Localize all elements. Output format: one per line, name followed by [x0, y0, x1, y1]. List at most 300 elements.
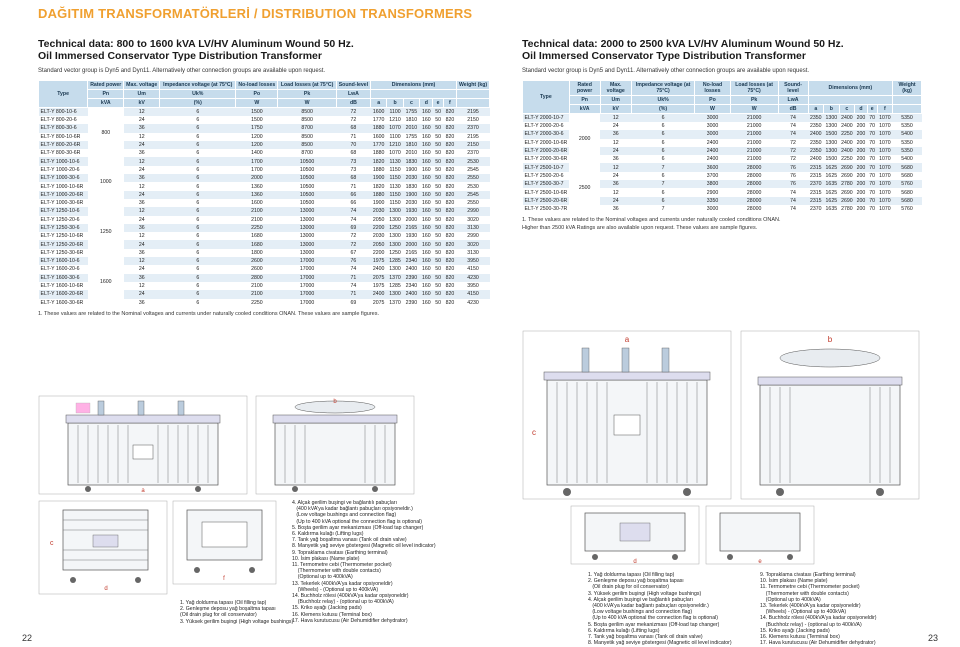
value-cell: 50 [433, 249, 443, 257]
svg-text:e: e [758, 559, 762, 565]
value-cell: 1830 [403, 182, 419, 190]
value-cell: 1300 [387, 207, 403, 215]
type-cell: ELT-Y 2000-10-7 [523, 114, 570, 123]
dim-a: a [371, 99, 387, 108]
value-cell: 50 [433, 133, 443, 141]
type-cell: ELT-Y 1600-20-6 [39, 265, 88, 273]
value-cell: 1755 [403, 108, 419, 117]
value-cell: 36 [600, 130, 631, 138]
value-cell: 12 [600, 139, 631, 147]
value-cell: 76 [336, 257, 370, 265]
sym-uk: Uk% [160, 90, 236, 99]
r-unit-kv: kV [600, 105, 631, 114]
value-cell: 200 [856, 189, 866, 196]
value-cell: 1600 [371, 108, 387, 117]
value-cell: 1200 [236, 133, 278, 141]
unit-w1: W [236, 99, 278, 108]
value-cell: 820 [443, 166, 456, 174]
legend-line: 3. Yüksek gerilim buşingi (High voltage bushings) [588, 590, 702, 597]
value-cell: 50 [433, 174, 443, 182]
value-cell: 2390 [403, 299, 419, 307]
value-cell: 68 [336, 149, 370, 157]
value-cell: 2400 [841, 148, 853, 155]
value-cell: 74 [778, 197, 808, 205]
right-standard-text: Standard vector group is Dyn5 and Dyn11. Alternatively other connection groups are available upon request. [522, 68, 810, 74]
left-note: 1. These values are related to the Nominal voltages and currents under naturally cooled conditions ONAN. These values are sample figures. [38, 310, 379, 317]
value-cell: 2200 [371, 249, 387, 257]
legend-line: (Up to 400 kVA optional the connection flag is optional) [588, 615, 718, 622]
value-cell: 13000 [278, 240, 337, 248]
value-cell: 2030 [371, 207, 387, 215]
value-cell: 160 [420, 141, 433, 149]
type-cell: ELT-Y 1600-30-6 [39, 274, 88, 282]
value-cell: 70 [336, 141, 370, 149]
value-cell: 24 [600, 172, 631, 180]
value-cell: 70 [869, 123, 876, 130]
col-wt: Weight (kg) [457, 81, 490, 90]
value-cell: 70 [869, 131, 876, 138]
value-cell: 6 [160, 299, 236, 307]
value-cell: 10500 [278, 191, 337, 199]
value-cell: 2370 [810, 206, 822, 213]
value-cell: 1285 [387, 282, 403, 290]
value-cell: 6 [160, 216, 236, 224]
dim-b: b [387, 99, 403, 108]
value-cell: 2400 [841, 123, 853, 130]
value-cell: 72 [778, 155, 808, 163]
legend-line: 15. Kriko ayağı (Jacking pads) [760, 627, 830, 634]
value-cell: 1680 [236, 240, 278, 248]
value-cell: 2250 [236, 299, 278, 307]
legend-line: 11. Termometre cebi (Thermometer pocket) [760, 584, 860, 591]
value-cell: 12 [600, 163, 631, 171]
value-cell: 820 [443, 265, 456, 273]
value-cell: 6 [631, 155, 694, 163]
r-col-maxv: Max. voltage [600, 81, 631, 96]
value-cell: 2075 [371, 274, 387, 282]
value-cell: 1820 [371, 182, 387, 190]
table-row [39, 257, 490, 265]
value-cell: 1070 [879, 172, 891, 179]
value-cell: 1300 [387, 290, 403, 298]
value-cell: 2400 [695, 147, 731, 155]
value-cell: 2250 [236, 224, 278, 232]
value-cell: 160 [420, 274, 433, 282]
left-legend-1-line: (Oil drain plug for oil conservator) [180, 612, 257, 619]
value-cell: 74 [336, 282, 370, 290]
r-sym-um: Um [600, 96, 631, 105]
value-cell: 1900 [371, 174, 387, 182]
legend-line: (Low voltage bushings and connection flag) [292, 512, 397, 519]
type-cell: ELT-Y 1000-30-6 [39, 174, 88, 182]
value-cell: 24 [600, 147, 631, 155]
value-cell: 1880 [371, 149, 387, 157]
svg-text:b: b [333, 399, 337, 405]
value-cell: 160 [420, 108, 433, 117]
value-cell: 6 [160, 265, 236, 273]
value-cell: 1930 [403, 207, 419, 215]
r-dim-b: b [824, 105, 840, 114]
value-cell: 2010 [403, 149, 419, 157]
value-cell: 6 [160, 182, 236, 190]
left-transformer-top-view [38, 500, 168, 595]
value-cell: 74 [778, 188, 808, 196]
value-cell: 6 [160, 290, 236, 298]
value-cell: 3600 [695, 163, 731, 171]
value-cell: 10500 [278, 166, 337, 174]
r-col-ll: Load losses (at 75°C) [730, 81, 778, 96]
value-cell: 6 [160, 257, 236, 265]
value-cell: 2400 [810, 156, 822, 163]
legend-line: 9. Topraklama civatası (Earthing terminal) [760, 572, 856, 578]
value-cell: 74 [336, 207, 370, 215]
value-cell: 2370 [457, 149, 490, 157]
value-cell: 2100 [236, 216, 278, 224]
r-col-dim: Dimensions (mm) [808, 81, 893, 96]
value-cell: 6 [160, 249, 236, 257]
value-cell: 72 [336, 116, 370, 124]
value-cell: 6 [160, 157, 236, 165]
value-cell: 5760 [893, 205, 922, 213]
legend-line: 17. Hava kurutucusu (Air Dehumidifier dehydrator) [292, 617, 408, 624]
legend-line: (Thermometer with double contacts) [292, 568, 381, 575]
type-cell: ELT-Y 2500-10-6R [524, 189, 568, 196]
value-cell: 1070 [879, 115, 891, 121]
value-cell: 200 [856, 115, 866, 121]
legend-line: 9. Topraklama civatası (Earthing terminal) [292, 549, 388, 556]
value-cell: 70 [869, 139, 876, 146]
value-cell: 2350 [810, 115, 822, 121]
type-cell: ELT-Y 1250-30-6R [39, 249, 88, 257]
value-cell: 5680 [893, 163, 922, 171]
value-cell: 2340 [403, 257, 419, 265]
value-cell: 160 [420, 265, 433, 273]
value-cell: 1300 [387, 265, 403, 273]
value-cell: 2545 [457, 191, 490, 199]
value-cell: 820 [443, 299, 456, 307]
value-cell: 200 [856, 181, 866, 188]
value-cell: 4230 [457, 274, 490, 282]
value-cell: 6 [160, 166, 236, 174]
value-cell: 2800 [236, 274, 278, 282]
left-page [38, 38, 490, 318]
table-row [39, 207, 490, 215]
legend-line: 13. Tekerlek (400kVA'ya kadar opsiyoneldir) [292, 580, 393, 587]
value-cell: 50 [433, 240, 443, 248]
value-cell: 8500 [278, 133, 337, 141]
rated-power-cell: 1600 [88, 257, 124, 307]
value-cell: 12 [124, 257, 160, 265]
value-cell: 3020 [457, 216, 490, 224]
value-cell: 200 [856, 131, 866, 138]
value-cell: 1285 [387, 257, 403, 265]
value-cell: 2250 [841, 131, 853, 138]
value-cell: 820 [443, 149, 456, 157]
value-cell: 2195 [457, 133, 490, 141]
value-cell: 70 [869, 181, 876, 188]
value-cell: 2340 [403, 282, 419, 290]
value-cell: 36 [124, 274, 160, 282]
value-cell: 1300 [825, 123, 838, 130]
value-cell: 1625 [825, 197, 838, 204]
legend-line: 4. Alçak gerilim buşingi ve bağlantılı pabuçları [588, 596, 693, 603]
value-cell: 2600 [236, 265, 278, 273]
rated-power-cell: 1000 [88, 157, 124, 207]
table-row [523, 163, 922, 171]
unit-kva: kVA [88, 99, 124, 108]
value-cell: 21000 [730, 155, 778, 163]
value-cell: 2690 [841, 197, 853, 204]
value-cell: 160 [420, 199, 433, 207]
value-cell: 12 [124, 207, 160, 215]
value-cell: 2990 [457, 232, 490, 240]
value-cell: 24 [124, 290, 160, 298]
sym-lwa: LwA [336, 90, 370, 99]
value-cell: 1975 [371, 282, 387, 290]
r-dim-e: e [867, 105, 877, 114]
value-cell: 50 [433, 182, 443, 190]
value-cell: 1900 [403, 191, 419, 199]
value-cell: 74 [778, 114, 808, 123]
value-cell: 160 [420, 232, 433, 240]
value-cell: 1070 [387, 149, 403, 157]
value-cell: 6 [160, 174, 236, 182]
value-cell: 2350 [810, 148, 822, 155]
value-cell: 2195 [457, 108, 490, 117]
value-cell: 1070 [879, 148, 891, 155]
legend-line: 1. Yağ doldurma tapası (Oil filling tap) [588, 572, 675, 578]
value-cell: 70 [869, 115, 876, 121]
value-cell: 1070 [879, 181, 891, 188]
r-unit-w1: W [695, 105, 731, 114]
value-cell: 70 [869, 189, 876, 196]
value-cell: 50 [433, 124, 443, 132]
dim-f: f [443, 99, 456, 108]
value-cell: 76 [778, 180, 808, 188]
value-cell: 160 [420, 149, 433, 157]
value-cell: 2400 [403, 290, 419, 298]
value-cell: 6 [631, 172, 694, 180]
right-page [522, 38, 922, 232]
value-cell: 70 [869, 172, 876, 179]
value-cell: 160 [420, 299, 433, 307]
value-cell: 6 [631, 139, 694, 147]
value-cell: 70 [869, 206, 876, 213]
value-cell: 66 [336, 191, 370, 199]
value-cell: 3000 [695, 122, 731, 130]
dim-c: c [403, 99, 419, 108]
value-cell: 66 [336, 199, 370, 207]
legend-line: 16. Klemens kutusu (Terminal box) [292, 611, 372, 618]
value-cell: 5680 [893, 172, 922, 180]
value-cell: 3130 [457, 224, 490, 232]
value-cell: 5350 [893, 147, 922, 155]
value-cell: 5680 [893, 188, 922, 196]
value-cell: 3130 [457, 249, 490, 257]
type-cell: ELT-Y 2500-30-7 [523, 180, 570, 188]
value-cell: 6 [631, 122, 694, 130]
value-cell: 3000 [695, 130, 731, 138]
value-cell: 160 [420, 166, 433, 174]
value-cell: 68 [336, 124, 370, 132]
type-cell: ELT-Y 2000-30-6 [523, 130, 570, 138]
value-cell: 820 [443, 124, 456, 132]
value-cell: 2400 [841, 115, 853, 121]
type-cell: ELT-Y 1600-10-6 [39, 257, 88, 265]
value-cell: 820 [443, 232, 456, 240]
value-cell: 820 [443, 207, 456, 215]
value-cell: 1200 [236, 141, 278, 149]
value-cell: 2550 [457, 174, 490, 182]
value-cell: 10500 [278, 199, 337, 207]
value-cell: 2400 [371, 265, 387, 273]
legend-line: (Buchholz relay) - (optional up to 400kVA) [760, 621, 862, 628]
sym-um: Um [124, 90, 160, 99]
left-table-body [39, 108, 490, 307]
type-cell: ELT-Y 1600-30-6R [39, 299, 88, 307]
col-nl: No-load losses [236, 81, 278, 90]
value-cell: 2150 [457, 141, 490, 149]
value-cell: 1830 [403, 157, 419, 165]
value-cell: 1300 [387, 240, 403, 248]
value-cell: 24 [124, 166, 160, 174]
value-cell: 6 [631, 114, 694, 123]
value-cell: 6 [160, 141, 236, 149]
value-cell: 50 [433, 166, 443, 174]
r-dim-f: f [877, 105, 893, 114]
svg-text:c: c [532, 428, 536, 437]
value-cell: 160 [420, 282, 433, 290]
type-cell: ELT-Y 1000-10-6R [39, 182, 88, 190]
value-cell: 1755 [403, 133, 419, 141]
type-cell: ELT-Y 2500-20-6R [524, 197, 568, 204]
value-cell: 820 [443, 216, 456, 224]
value-cell: 1930 [403, 232, 419, 240]
value-cell: 1300 [825, 115, 838, 121]
legend-line: 5. Boşta gerilim ayar mekanizması (Off-load tap changer) [588, 621, 720, 628]
value-cell: 2390 [403, 274, 419, 282]
value-cell: 1130 [387, 157, 403, 165]
type-cell: ELT-Y 800-20-6R [39, 141, 88, 149]
value-cell: 17000 [278, 274, 337, 282]
value-cell: 1100 [387, 133, 403, 141]
value-cell: 1635 [825, 206, 838, 213]
value-cell: 1300 [387, 216, 403, 224]
header-title [38, 6, 472, 21]
value-cell: 1070 [879, 131, 891, 138]
type-cell: ELT-Y 2500-30-7R [524, 206, 568, 213]
legend-line: 7. Tank yağ boşaltma vanası (Tank oil drain valve) [588, 634, 703, 641]
value-cell: 5760 [893, 180, 922, 188]
value-cell: 17000 [278, 257, 337, 265]
value-cell: 74 [778, 130, 808, 138]
value-cell: 2400 [810, 131, 822, 138]
svg-text:c: c [50, 540, 54, 547]
value-cell: 2000 [403, 216, 419, 224]
right-note-2: Higher than 2500 kVA Ratings are also available upon request. These values are sample figures. [522, 225, 758, 232]
value-cell: 8500 [278, 108, 337, 117]
value-cell: 820 [443, 157, 456, 165]
col-imp: Impedance voltage (at 75°C) [160, 81, 236, 90]
value-cell: 76 [778, 163, 808, 171]
rated-power-cell: 2500 [569, 163, 600, 213]
value-cell: 1250 [387, 249, 403, 257]
value-cell: 2600 [236, 257, 278, 265]
value-cell: 12 [124, 282, 160, 290]
value-cell: 13000 [278, 207, 337, 215]
header-title-sep: / [250, 6, 262, 21]
legend-line: (Low voltage bushings and connection flag) [588, 609, 693, 616]
value-cell: 2100 [236, 207, 278, 215]
col-ll: Load losses (at 75°C) [278, 81, 337, 90]
unit-pct: (%) [160, 99, 236, 108]
value-cell: 5680 [893, 197, 922, 205]
value-cell: 1210 [387, 116, 403, 124]
legend-line: (Buchholz relay) - (optional up to 400kVA) [292, 599, 394, 606]
value-cell: 50 [433, 191, 443, 199]
value-cell: 24 [600, 122, 631, 130]
value-cell: 69 [336, 299, 370, 307]
value-cell: 72 [336, 108, 370, 117]
value-cell: 28000 [730, 180, 778, 188]
value-cell: 2165 [403, 249, 419, 257]
r-sym-pn: Pn [569, 96, 600, 105]
left-transformer-front-view [38, 395, 248, 495]
type-cell: ELT-Y 800-20-6 [39, 116, 88, 124]
legend-line: 10. İsim plakası (Name plate) [292, 555, 360, 562]
value-cell: 2350 [810, 139, 822, 146]
value-cell: 5350 [893, 114, 922, 123]
value-cell: 24 [124, 191, 160, 199]
value-cell: 8700 [278, 149, 337, 157]
r-col-rated: Rated power [569, 81, 600, 96]
value-cell: 21000 [730, 130, 778, 138]
value-cell: 3350 [695, 197, 731, 205]
value-cell: 36 [124, 224, 160, 232]
value-cell: 5400 [893, 155, 922, 163]
type-cell: ELT-Y 1600-10-6R [39, 282, 88, 290]
value-cell: 6 [160, 224, 236, 232]
right-table-body [523, 114, 922, 214]
value-cell: 1750 [236, 124, 278, 132]
value-cell: 24 [124, 141, 160, 149]
left-transformer-side-view [255, 395, 415, 495]
value-cell: 6 [631, 130, 694, 138]
legend-line: 8. Manyetik yağ seviye göstergesi (Magnetic oil level indicator) [292, 543, 436, 550]
value-cell: 36 [124, 199, 160, 207]
value-cell: 36 [600, 180, 631, 188]
col-maxv: Max. voltage [124, 81, 160, 90]
col-type: Type [39, 81, 88, 108]
value-cell: 1150 [387, 174, 403, 182]
value-cell: 50 [433, 108, 443, 117]
type-cell: ELT-Y 1250-20-6R [39, 240, 88, 248]
value-cell: 6 [160, 232, 236, 240]
value-cell: 50 [433, 282, 443, 290]
legend-line: (Wheels) - (Optional up to 400kVA) [292, 586, 379, 593]
value-cell: 74 [778, 205, 808, 213]
value-cell: 8700 [278, 124, 337, 132]
value-cell: 3950 [457, 257, 490, 265]
value-cell: 2990 [457, 207, 490, 215]
value-cell: 12 [124, 133, 160, 141]
value-cell: 6 [160, 133, 236, 141]
type-cell: ELT-Y 1600-20-6R [39, 290, 88, 298]
value-cell: 160 [420, 216, 433, 224]
value-cell: 2400 [695, 155, 731, 163]
value-cell: 6 [160, 240, 236, 248]
type-cell: ELT-Y 800-30-6 [39, 124, 88, 132]
